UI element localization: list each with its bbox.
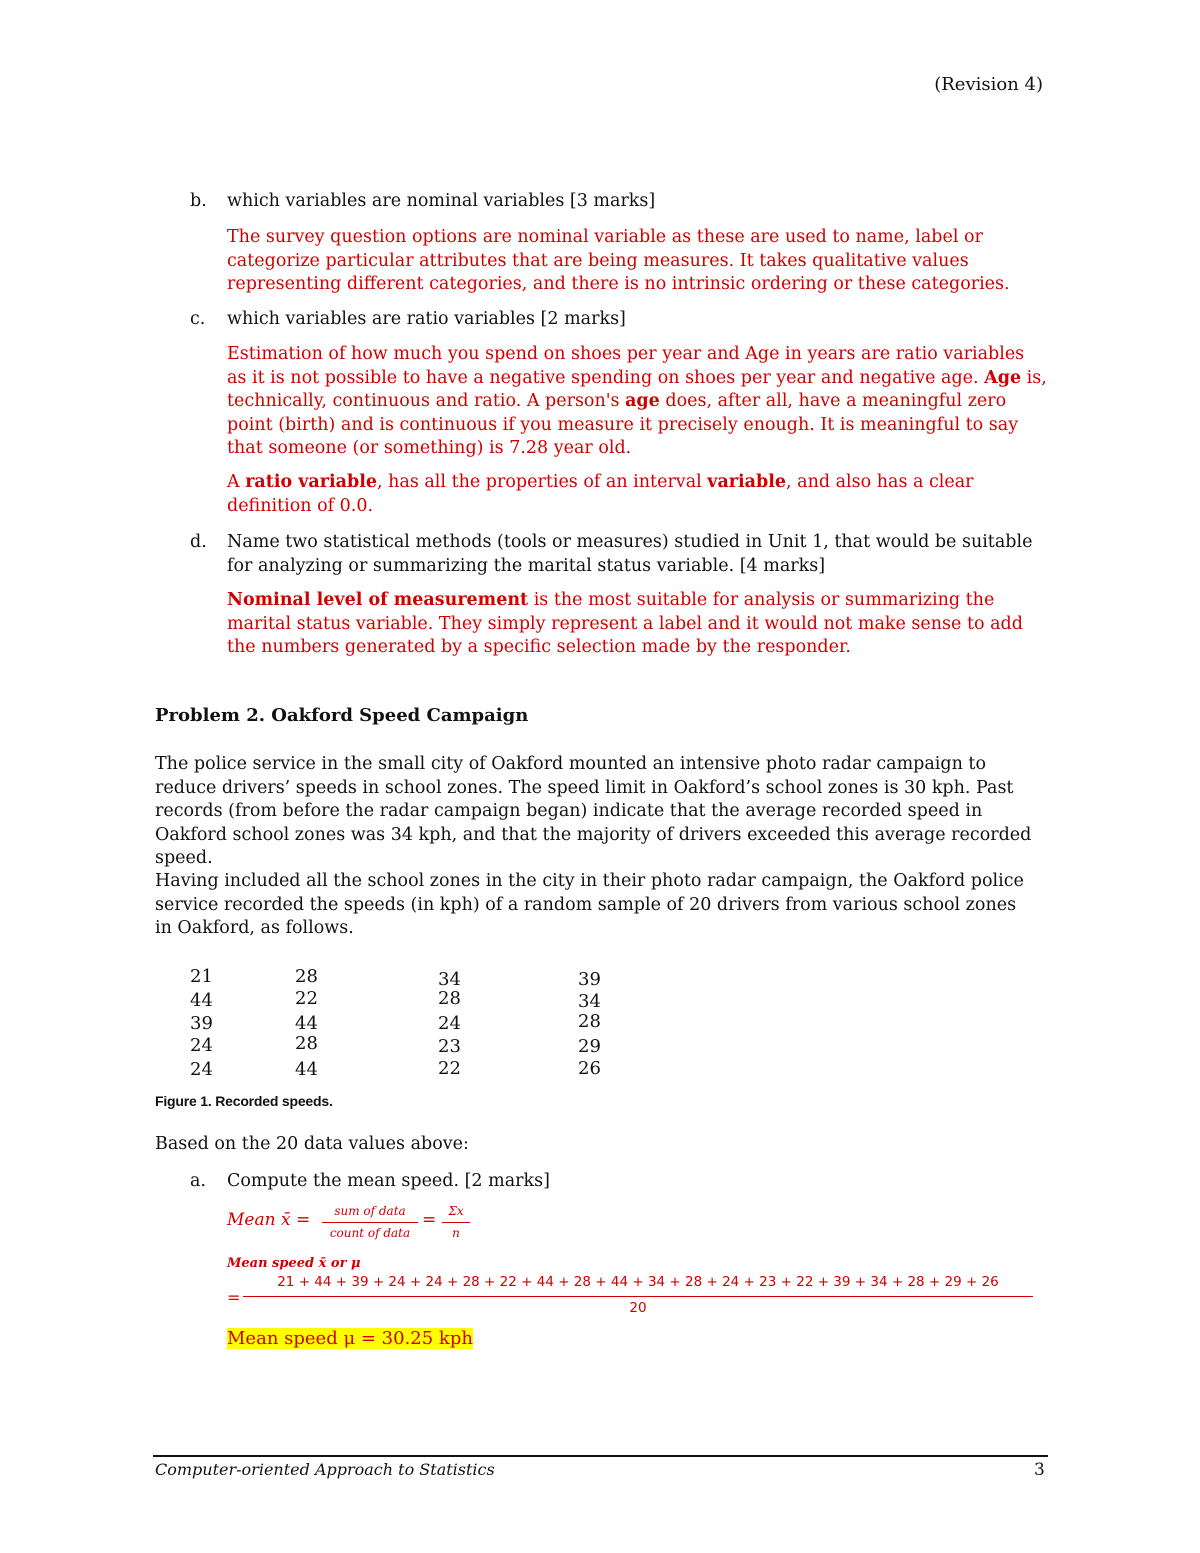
sum-denominator: 20 — [629, 1300, 647, 1316]
question-d-text: Name two statistical methods (tools or measures) studied in Unit 1, that would be suitable for analyzing or summarizing the marital status variable. [4 marks] — [227, 532, 1033, 576]
question-c-label: c. — [190, 309, 206, 329]
answer-c1-mid: is, technically, continuous and ratio. A person's — [227, 367, 1047, 411]
based-on-text: Based on the 20 data values above: — [155, 1134, 469, 1154]
answer-d-bold: Nominal level of measurement — [227, 590, 529, 610]
answer-d-post: is the most suitable for analysis or summarizing the marital status variable. They simply represent a label and it would not make sense to add the numbers generated by a specific selection made by the responder. — [227, 590, 1023, 657]
speed-cell: 44 — [295, 1059, 318, 1080]
answer-d — [227, 589, 1047, 660]
mean-speed-label: Mean speed x̄ or μ — [227, 1256, 361, 1271]
answer-c2-mid: , has all the properties of an interval — [377, 472, 708, 492]
sum-numerator: 21 + 44 + 39 + 24 + 24 + 28 + 22 + 44 + 28 + 44 + 34 + 28 + 24 + 23 + 22 + 39 + 34 + 28 + 29 + 26 — [277, 1274, 999, 1290]
speed-cell: 28 — [578, 1011, 601, 1032]
answer-c2-post: , and also has a clear definition of 0.0. — [227, 472, 974, 516]
page-number: 3 — [1034, 1460, 1045, 1480]
question-b-text: which variables are nominal variables [3 marks] — [227, 191, 656, 211]
speed-cell: 29 — [578, 1036, 601, 1057]
problem-2-heading: Problem 2. Oakford Speed Campaign — [155, 705, 529, 726]
speed-cell: 44 — [295, 1013, 318, 1034]
speed-cell: 28 — [438, 988, 461, 1009]
speed-cell: 39 — [578, 969, 601, 990]
problem-2-paragraph-1: The police service in the small city of Oakford mounted an intensive photo radar campaign to reduce drivers’ speeds in school zones. The speed limit in Oakford’s school zones is 30 kph. Past records (from before the radar campaign began) indicate that the average recorded speed in Oakford school zones was 34 kph, and that the majority of drivers exceeded this average recorded speed. — [155, 754, 1032, 868]
answer-c1-pre: Estimation of how much you spend on shoes per year and Age in years are ratio variables as it is not possible to have a negative spending on shoes per year and negative age. — [227, 344, 1025, 388]
answer-c-paragraph-1 — [227, 343, 1047, 461]
speed-cell: 24 — [438, 1013, 461, 1034]
speed-cell: 21 — [190, 966, 213, 987]
question-d — [190, 531, 1050, 579]
formula-fracline-2 — [442, 1222, 470, 1223]
speed-cell: 24 — [190, 1059, 213, 1080]
formula-eq: = — [422, 1210, 437, 1230]
question-c — [190, 308, 1050, 332]
question-c-text: which variables are ratio variables [2 marks] — [227, 309, 626, 329]
footer-course-title: Computer-oriented Approach to Statistics — [155, 1460, 495, 1479]
figure-caption: Figure 1. Recorded speeds. — [155, 1093, 333, 1109]
mean-result — [227, 1327, 473, 1351]
formula-den1: count of data — [329, 1226, 411, 1240]
answer-c1-post: does, after all, have a meaningful zero point (birth) and is continuous if you measure it precisely enough. It is meaningful to say that someone (or something) is 7.28 year old. — [227, 391, 1019, 458]
formula-fracline-1 — [322, 1222, 418, 1223]
speed-cell: 28 — [295, 1033, 318, 1054]
speed-cell: 22 — [295, 988, 318, 1009]
answer-c-paragraph-2 — [227, 471, 1047, 518]
formula-lhs: Mean x̄ = — [227, 1210, 311, 1230]
question-b-label: b. — [190, 191, 207, 211]
formula-num1: sum of data — [334, 1204, 406, 1218]
speed-cell: 23 — [438, 1036, 461, 1057]
problem-2-paragraph-2: Having included all the school zones in the city in their photo radar campaign, the Oakford police service recorded the speeds (in kph) of a random sample of 20 drivers from various school zones in Oakford, as follows. — [155, 871, 1024, 938]
question-2a-text: Compute the mean speed. [2 marks] — [227, 1171, 550, 1191]
speed-cell: 34 — [438, 969, 461, 990]
footer-rule — [153, 1455, 1048, 1457]
revision-label: (Revision 4) — [934, 74, 1043, 95]
mean-result-highlight: Mean speed μ = 30.25 kph — [227, 1328, 473, 1349]
speed-cell: 24 — [190, 1035, 213, 1056]
speed-cell: 39 — [190, 1013, 213, 1034]
question-2a — [190, 1170, 1050, 1194]
answer-b: The survey question options are nominal variable as these are used to name, label or categorize particular attributes that are being measures. It takes qualitative values representing different categories, and there is no intrinsic ordering or these categories. — [227, 227, 1010, 294]
speed-cell: 34 — [578, 991, 601, 1012]
formula-den2: n — [452, 1226, 460, 1240]
question-b — [190, 190, 1050, 214]
speed-cell: 26 — [578, 1058, 601, 1079]
question-2a-label: a. — [190, 1171, 206, 1191]
answer-c1-bold-age: Age — [984, 367, 1022, 388]
answer-c2-bold-variable: variable — [707, 472, 787, 492]
answer-c1-bold-age2: age — [625, 391, 660, 411]
speed-cell: 22 — [438, 1058, 461, 1079]
formula-num2: Σx — [448, 1204, 464, 1218]
speed-cell: 44 — [190, 990, 213, 1011]
sum-equals: = — [227, 1288, 241, 1307]
answer-c2-pre: A — [227, 472, 246, 492]
question-d-label: d. — [190, 532, 207, 552]
sum-fracline — [243, 1296, 1033, 1297]
speed-cell: 28 — [295, 966, 318, 987]
answer-c2-bold-ratio: ratio variable — [245, 472, 377, 492]
